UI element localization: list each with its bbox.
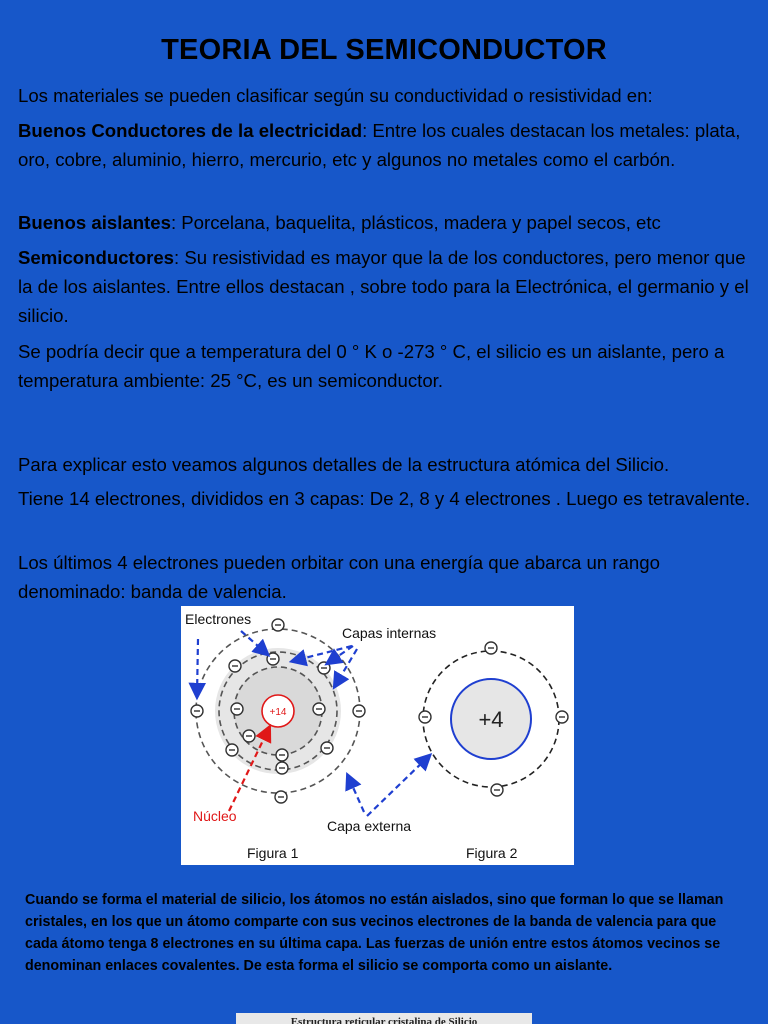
intro-paragraph: Los materiales se pueden clasificar según su conductividad o resistividad en: <box>18 85 653 106</box>
aislantes-paragraph <box>18 208 753 237</box>
explicar-paragraph: Para explicar esto veamos algunos detalles de la estructura atómica del Silicio. <box>18 454 670 475</box>
page-title: TEORIA DEL SEMICONDUCTOR <box>161 34 607 66</box>
figure1-atom <box>191 619 365 803</box>
figure2-atom <box>419 642 568 796</box>
electrones-paragraph: Tiene 14 electrones, divididos en 3 capas: De 2, 8 y 4 electrones . Luego es tetravalente. <box>18 488 751 509</box>
conductores-label: Buenos Conductores de la electricidad <box>18 120 363 141</box>
atom-diagram-figure <box>181 606 574 865</box>
strip-caption: Estructura reticular cristalina de Silicio <box>290 1016 478 1024</box>
label-nucleo: Núcleo <box>193 808 237 824</box>
label-capa-externa: Capa externa <box>327 818 412 834</box>
semiconductores-paragraph <box>18 243 753 330</box>
label-figura-1: Figura 1 <box>247 845 299 861</box>
conductores-text: : Entre los cuales destacan los metales: plata, oro, cobre, aluminio, hierro, mercurio, etc y algunos no metales como el carbón. <box>18 120 741 170</box>
label-electrones: Electrones <box>185 611 252 627</box>
ultimos-paragraph: Los últimos 4 electrones pueden orbitar con una energía que abarca un rango denominado: banda de valencia. <box>18 552 660 602</box>
label-figura-2: Figura 2 <box>466 845 518 861</box>
label-capas-internas: Capas internas <box>342 625 437 641</box>
temperatura-paragraph: Se podría decir que a temperatura del 0 ° K o -273 ° C, el silicio es un aislante, pero a temperatura ambiente: 25 °C, es un semiconductor. <box>18 341 725 391</box>
aislantes-text: : Porcelana, baquelita, plásticos, madera y papel secos, etc <box>170 212 661 233</box>
bottom-paragraph: Cuando se forma el material de silicio, los átomos no están aislados, sino que forman lo que se llaman cristales, en los que un átomo comparte con sus vecinos electrones de la banda de valencia para que cada átomo tenga 8 electrones en su última capa. Las fuerzas de unión entre estos átomos vecinos se denominan enlaces covalentes. De esta forma el silicio se comporta como un aislante. <box>25 892 724 974</box>
conductores-paragraph <box>18 116 753 174</box>
semiconductores-label: Semiconductores <box>18 247 175 268</box>
aislantes-label: Buenos aislantes <box>18 212 171 233</box>
atom-diagram <box>181 606 574 865</box>
nucleus-si-label: +14 <box>269 707 287 718</box>
semiconductores-text: : Su resistividad es mayor que la de los conductores, pero menor que la de los aislantes. Entre ellos destacan , sobre todo para la Electrónica, el germanio y el silicio. <box>18 247 749 326</box>
nucleus-core-label: +4 <box>478 707 504 732</box>
next-figure-strip <box>236 1013 532 1024</box>
